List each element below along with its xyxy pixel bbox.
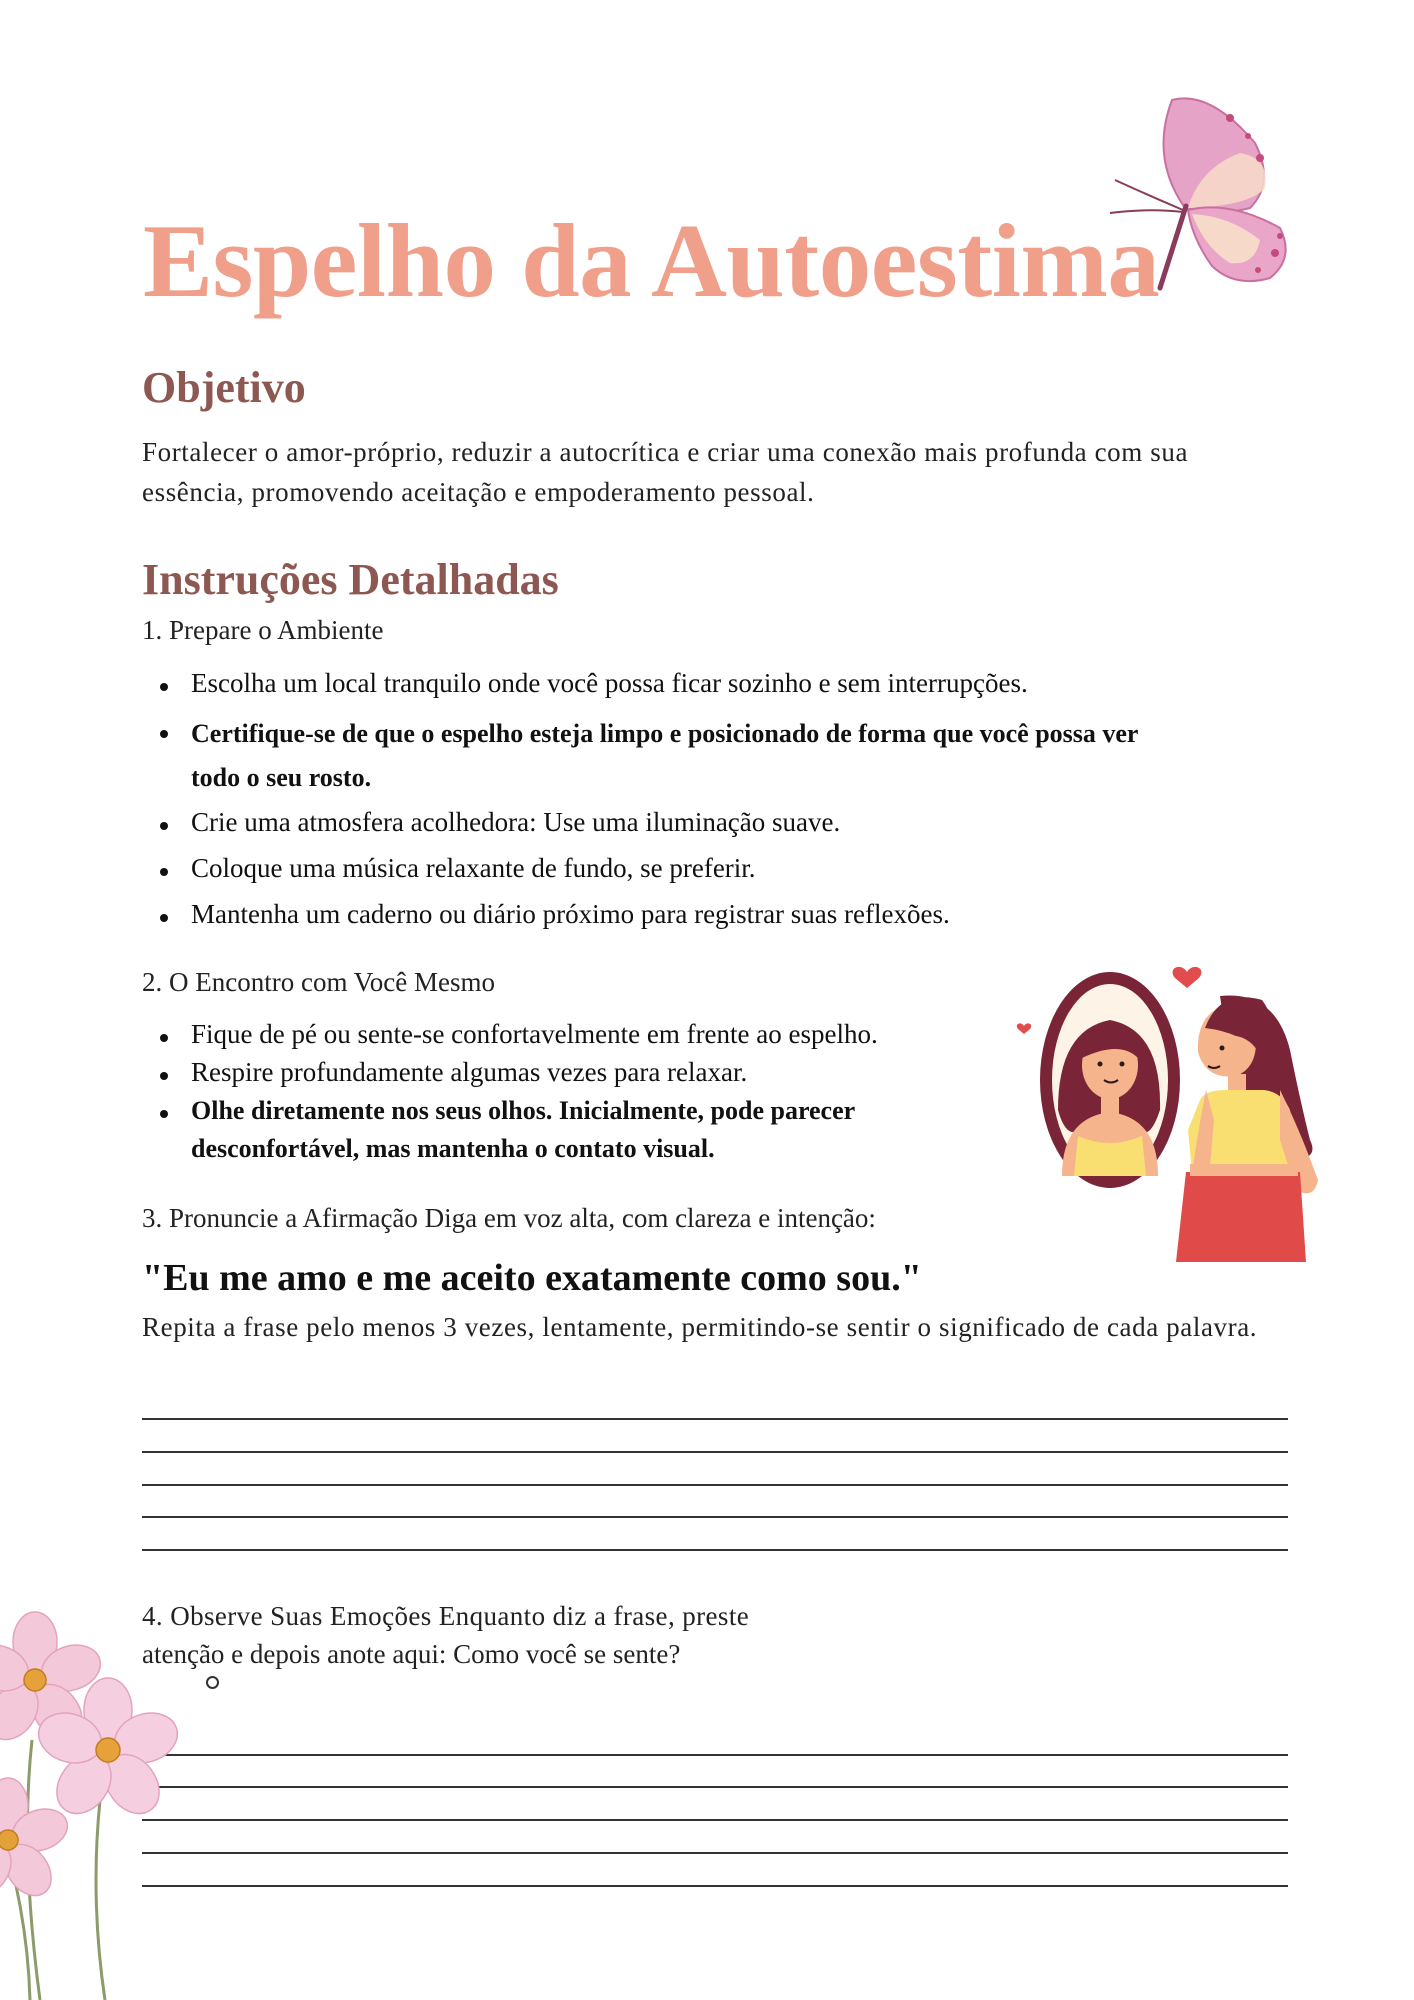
writing-line[interactable] (142, 1451, 1288, 1453)
writing-line[interactable] (142, 1786, 1288, 1788)
affirmation-quote: "Eu me amo e me aceito exatamente como sou." (142, 1257, 922, 1299)
heart-icon (1173, 967, 1202, 988)
step-2-title: 2. O Encontro com Você Mesmo (142, 967, 495, 997)
heart-icon (1017, 1023, 1031, 1034)
empty-list-bullet (206, 1676, 219, 1689)
writing-line[interactable] (142, 1549, 1288, 1551)
list-item: Mantenha um caderno ou diário próximo para registrar suas reflexões. (160, 896, 1160, 932)
writing-line[interactable] (142, 1516, 1288, 1518)
page-title: Espelho da Autoestima (143, 202, 1160, 319)
writing-line[interactable] (142, 1852, 1288, 1854)
repeat-note: Repita a frase pelo menos 3 vezes, lentamente, permitindo-se sentir o significado de cada palavra. (142, 1312, 1258, 1342)
objective-heading: Objetivo (142, 363, 306, 412)
writing-line[interactable] (142, 1418, 1288, 1420)
objective-text: Fortalecer o amor-próprio, reduzir a autocrítica e criar uma conexão mais profunda com sua essência, promovendo aceitação e empoderamento pessoal. (142, 437, 1189, 507)
step-2-list (160, 1016, 1020, 1168)
flowers-icon (0, 1600, 200, 2000)
step-3-title: 3. Pronuncie a Afirmação Diga em voz alta, com clareza e intenção: (142, 1203, 876, 1233)
woman-mirror-illustration (1000, 940, 1340, 1280)
writing-line[interactable] (142, 1484, 1288, 1486)
list-item: Coloque uma música relaxante de fundo, se preferir. (160, 850, 1160, 886)
writing-line[interactable] (142, 1754, 1288, 1756)
step-4-title: 4. Observe Suas Emoções Enquanto diz a frase, preste (142, 1601, 750, 1631)
step-1-title: 1. Prepare o Ambiente (142, 615, 384, 645)
instructions-heading: Instruções Detalhadas (142, 555, 559, 604)
list-item: Olhe diretamente nos seus olhos. Inicialmente, pode parecer desconfortável, mas mantenha o contato visual. (160, 1092, 941, 1168)
list-item: Crie uma atmosfera acolhedora: Use uma iluminação suave. (160, 804, 1160, 840)
step-4-question: atenção e depois anote aqui: Como você se sente? (142, 1639, 681, 1669)
writing-line[interactable] (142, 1819, 1288, 1821)
list-item: Fique de pé ou sente-se confortavelmente em frente ao espelho. (160, 1016, 1020, 1052)
list-item: Respire profundamente algumas vezes para relaxar. (160, 1054, 1020, 1090)
list-item: Escolha um local tranquilo onde você possa ficar sozinho e sem interrupções. (160, 665, 1160, 701)
list-item: Certifique-se de que o espelho esteja limpo e posicionado de forma que você possa ver todo o seu rosto. (160, 712, 1176, 800)
step-1-list (160, 665, 1160, 932)
writing-line[interactable] (142, 1885, 1288, 1887)
